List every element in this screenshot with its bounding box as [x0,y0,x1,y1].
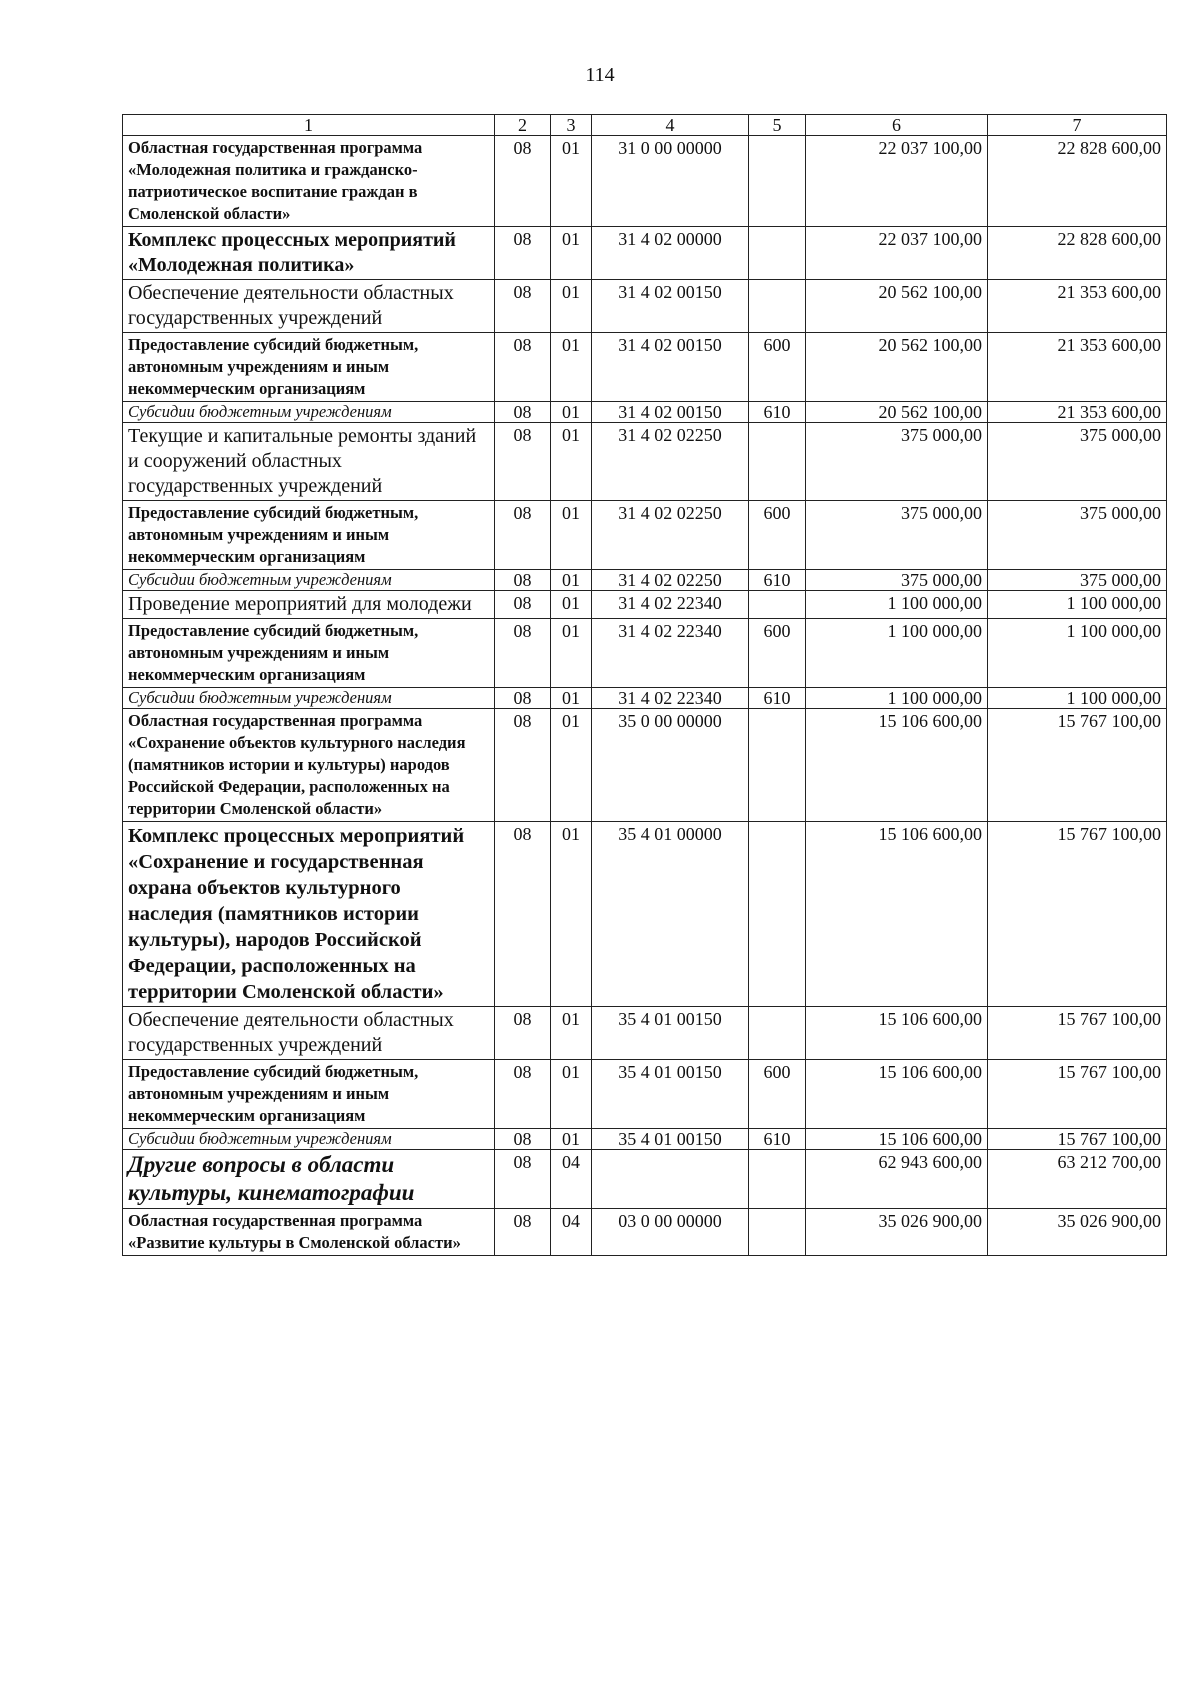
section-code-cell: 08 [495,688,551,709]
expense-type-cell [749,280,806,333]
table-row [123,1150,1167,1209]
item-name: Обеспечение деятельности областных государственных учреждений [128,282,454,329]
amount-year2-cell: 375 000,00 [988,423,1167,501]
expense-type-cell: 600 [749,1060,806,1129]
target-article-cell: 31 4 02 00000 [592,227,749,280]
target-article-cell: 35 4 01 00150 [592,1129,749,1150]
target-article-cell: 35 4 01 00000 [592,822,749,1007]
amount-year1-cell: 15 106 600,00 [806,822,988,1007]
table-row [123,570,1167,591]
page-number: 114 [585,64,615,86]
expense-type-cell [749,1007,806,1060]
table-row [123,822,1167,1007]
item-name: Проведение мероприятий для молодежи [128,593,472,615]
target-article-cell: 31 0 00 00000 [592,136,749,227]
section-code-cell: 08 [495,570,551,591]
item-name: Комплекс процессных мероприятий «Сохранение и государственная охрана объектов культурного наследия (памятников истории культуры), народов Российской Федерации, расположенных на территории Смоленской области» [128,825,465,1003]
table-row [123,227,1167,280]
amount-year2-cell: 375 000,00 [988,570,1167,591]
amount-year2-cell: 15 767 100,00 [988,822,1167,1007]
amount-year2-cell: 22 828 600,00 [988,136,1167,227]
section-code-cell: 08 [495,501,551,570]
amount-year1-cell: 375 000,00 [806,501,988,570]
amount-year1-cell: 15 106 600,00 [806,1007,988,1060]
header-cell: 4 [592,115,749,136]
expense-type-cell: 600 [749,619,806,688]
header-cell: 6 [806,115,988,136]
header-cell: 2 [495,115,551,136]
amount-year2-cell: 1 100 000,00 [988,688,1167,709]
item-name: Предоставление субсидий бюджетным, автономным учреждениям и иным некоммерческим организациям [128,1062,419,1125]
subsection-code-cell: 01 [551,333,592,402]
section-code-cell: 08 [495,227,551,280]
section-code-cell: 08 [495,333,551,402]
amount-year2-cell: 35 026 900,00 [988,1209,1167,1256]
table-row [123,280,1167,333]
target-article-cell: 35 4 01 00150 [592,1007,749,1060]
table-row [123,688,1167,709]
item-name: Текущие и капитальные ремонты зданий и сооружений областных государственных учреждений [128,425,477,497]
table-row [123,333,1167,402]
section-code-cell: 08 [495,1129,551,1150]
item-name: Областная государственная программа «Развитие культуры в Смоленской области» [128,1211,461,1252]
amount-year2-cell: 21 353 600,00 [988,402,1167,423]
item-name-cell [123,423,495,501]
table-row [123,423,1167,501]
amount-year2-cell: 21 353 600,00 [988,280,1167,333]
expense-type-cell: 610 [749,688,806,709]
expense-type-cell [749,822,806,1007]
section-code-cell: 08 [495,280,551,333]
item-name: Комплекс процессных мероприятий «Молодежная политика» [128,229,456,276]
header-cell: 7 [988,115,1167,136]
item-name-cell [123,570,495,591]
amount-year2-cell: 21 353 600,00 [988,333,1167,402]
subsection-code-cell: 01 [551,1060,592,1129]
item-name-cell [123,822,495,1007]
header-row [123,115,1167,136]
amount-year1-cell: 1 100 000,00 [806,619,988,688]
item-name: Субсидии бюджетным учреждениям [128,570,392,589]
item-name-cell [123,333,495,402]
amount-year1-cell: 375 000,00 [806,423,988,501]
expense-type-cell [749,1150,806,1209]
amount-year2-cell: 15 767 100,00 [988,1007,1167,1060]
amount-year1-cell: 20 562 100,00 [806,402,988,423]
item-name: Другие вопросы в области культуры, кинематографии [128,1152,415,1205]
item-name: Областная государственная программа «Сохранение объектов культурного наследия (памятников истории и культуры) народов Российской Федерации, расположенных на территории Смоленской области» [128,711,466,818]
expense-type-cell [749,1209,806,1256]
amount-year1-cell: 22 037 100,00 [806,227,988,280]
subsection-code-cell: 01 [551,591,592,619]
table-row [123,1060,1167,1129]
item-name-cell [123,136,495,227]
item-name: Субсидии бюджетным учреждениям [128,402,392,421]
amount-year2-cell: 15 767 100,00 [988,1129,1167,1150]
target-article-cell: 31 4 02 22340 [592,619,749,688]
expense-type-cell: 610 [749,570,806,591]
expense-type-cell [749,423,806,501]
section-code-cell: 08 [495,423,551,501]
item-name: Предоставление субсидий бюджетным, автономным учреждениям и иным некоммерческим организациям [128,621,419,684]
section-code-cell: 08 [495,709,551,822]
table-row [123,501,1167,570]
target-article-cell: 31 4 02 00150 [592,333,749,402]
item-name-cell [123,591,495,619]
subsection-code-cell: 01 [551,227,592,280]
section-code-cell: 08 [495,1060,551,1129]
header-cell: 3 [551,115,592,136]
subsection-code-cell: 01 [551,136,592,227]
subsection-code-cell: 01 [551,1129,592,1150]
subsection-code-cell: 01 [551,570,592,591]
amount-year2-cell: 63 212 700,00 [988,1150,1167,1209]
header-cell: 5 [749,115,806,136]
subsection-code-cell: 01 [551,709,592,822]
amount-year1-cell: 1 100 000,00 [806,591,988,619]
amount-year2-cell: 15 767 100,00 [988,1060,1167,1129]
table-row [123,402,1167,423]
amount-year2-cell: 22 828 600,00 [988,227,1167,280]
subsection-code-cell: 01 [551,402,592,423]
expense-type-cell [749,136,806,227]
item-name: Областная государственная программа «Молодежная политика и гражданско-патриотическое воспитание граждан в Смоленской области» [128,138,423,223]
item-name: Предоставление субсидий бюджетным, автономным учреждениям и иным некоммерческим организациям [128,503,419,566]
target-article-cell: 31 4 02 22340 [592,591,749,619]
subsection-code-cell: 01 [551,822,592,1007]
expense-type-cell [749,591,806,619]
subsection-code-cell: 01 [551,501,592,570]
table-row [123,619,1167,688]
item-name-cell [123,1129,495,1150]
amount-year2-cell: 375 000,00 [988,501,1167,570]
subsection-code-cell: 04 [551,1209,592,1256]
table-row [123,1209,1167,1256]
item-name-cell [123,402,495,423]
amount-year2-cell: 1 100 000,00 [988,591,1167,619]
target-article-cell: 31 4 02 22340 [592,688,749,709]
item-name-cell [123,1150,495,1209]
target-article-cell: 03 0 00 00000 [592,1209,749,1256]
table-row [123,136,1167,227]
amount-year1-cell: 62 943 600,00 [806,1150,988,1209]
amount-year1-cell: 15 106 600,00 [806,1060,988,1129]
section-code-cell: 08 [495,136,551,227]
target-article-cell: 31 4 02 02250 [592,501,749,570]
amount-year1-cell: 375 000,00 [806,570,988,591]
table-row [123,1007,1167,1060]
amount-year1-cell: 22 037 100,00 [806,136,988,227]
item-name-cell [123,1007,495,1060]
amount-year1-cell: 20 562 100,00 [806,280,988,333]
item-name-cell [123,1060,495,1129]
item-name: Субсидии бюджетным учреждениям [128,688,392,707]
section-code-cell: 08 [495,1209,551,1256]
target-article-cell: 31 4 02 02250 [592,570,749,591]
section-code-cell: 08 [495,1007,551,1060]
table-row [123,1129,1167,1150]
section-code-cell: 08 [495,822,551,1007]
expense-type-cell [749,227,806,280]
expense-type-cell: 610 [749,402,806,423]
amount-year1-cell: 35 026 900,00 [806,1209,988,1256]
subsection-code-cell: 01 [551,423,592,501]
item-name-cell [123,227,495,280]
expense-type-cell: 600 [749,501,806,570]
section-code-cell: 08 [495,591,551,619]
subsection-code-cell: 01 [551,1007,592,1060]
header-cell: 1 [123,115,495,136]
target-article-cell: 31 4 02 00150 [592,402,749,423]
item-name-cell [123,709,495,822]
expense-type-cell [749,709,806,822]
section-code-cell: 08 [495,402,551,423]
budget-table [122,114,1167,1256]
subsection-code-cell: 01 [551,688,592,709]
subsection-code-cell: 01 [551,619,592,688]
target-article-cell: 31 4 02 02250 [592,423,749,501]
amount-year1-cell: 1 100 000,00 [806,688,988,709]
item-name: Предоставление субсидий бюджетным, автономным учреждениям и иным некоммерческим организациям [128,335,419,398]
item-name-cell [123,280,495,333]
table-row [123,709,1167,822]
item-name-cell [123,1209,495,1256]
target-article-cell: 35 0 00 00000 [592,709,749,822]
target-article-cell: 31 4 02 00150 [592,280,749,333]
amount-year2-cell: 1 100 000,00 [988,619,1167,688]
item-name: Субсидии бюджетным учреждениям [128,1129,392,1148]
item-name-cell [123,619,495,688]
target-article-cell: 35 4 01 00150 [592,1060,749,1129]
subsection-code-cell: 01 [551,280,592,333]
item-name-cell [123,501,495,570]
item-name: Обеспечение деятельности областных государственных учреждений [128,1009,454,1056]
amount-year2-cell: 15 767 100,00 [988,709,1167,822]
expense-type-cell: 600 [749,333,806,402]
amount-year1-cell: 15 106 600,00 [806,1129,988,1150]
subsection-code-cell: 04 [551,1150,592,1209]
section-code-cell: 08 [495,1150,551,1209]
target-article-cell [592,1150,749,1209]
amount-year1-cell: 15 106 600,00 [806,709,988,822]
expense-type-cell: 610 [749,1129,806,1150]
amount-year1-cell: 20 562 100,00 [806,333,988,402]
table-row [123,591,1167,619]
section-code-cell: 08 [495,619,551,688]
item-name-cell [123,688,495,709]
